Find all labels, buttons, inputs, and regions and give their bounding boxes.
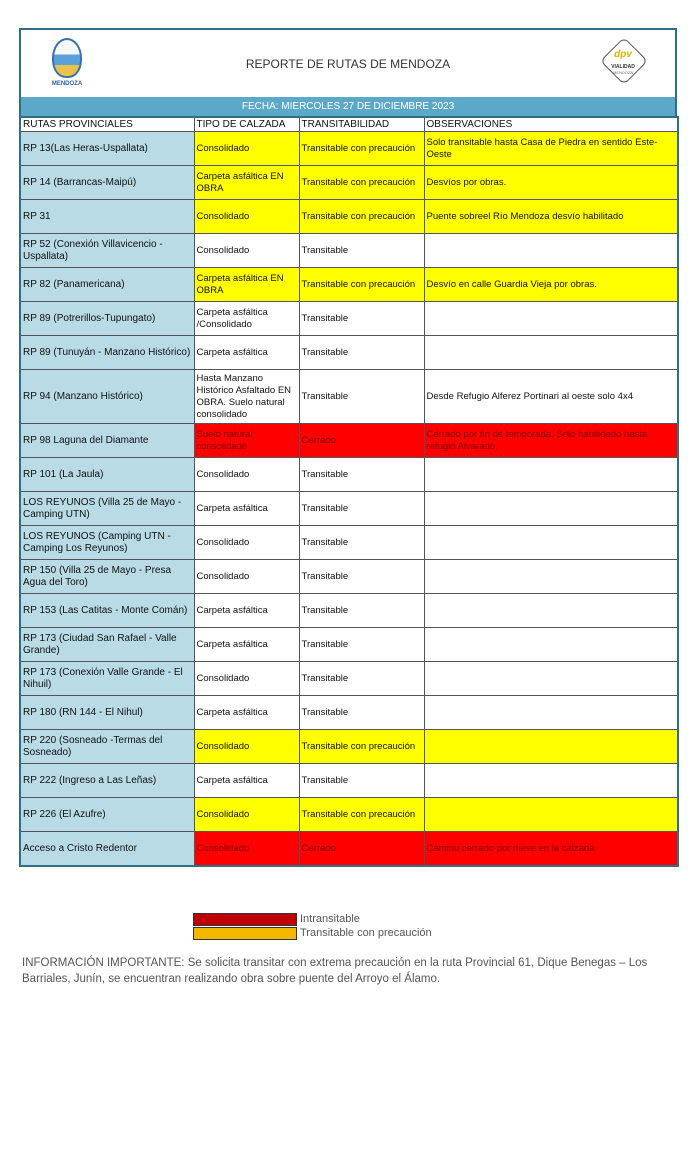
transitabilidad-cell: Transitable: [299, 594, 424, 628]
observaciones-cell: [424, 696, 678, 730]
calzada-cell: Carpeta asfáltica: [194, 628, 299, 662]
legend-label: Intransitable: [300, 912, 360, 925]
table-row: [20, 492, 678, 526]
observaciones-cell: Cerrado por fin de temporada. Solo habilidado hasta refugio Alvarado.: [424, 424, 678, 458]
table-row: [20, 526, 678, 560]
route-cell: RP 31: [20, 200, 194, 234]
observaciones-cell: [424, 234, 678, 268]
calzada-cell: Carpeta asfáltica: [194, 594, 299, 628]
table-row: [20, 200, 678, 234]
observaciones-cell: [424, 798, 678, 832]
transitabilidad-cell: Cerrado: [299, 424, 424, 458]
observaciones-cell: [424, 764, 678, 798]
report-header: [19, 28, 677, 97]
transitabilidad-cell: Transitable: [299, 336, 424, 370]
table-row: [20, 832, 678, 867]
transitabilidad-cell: Transitable: [299, 234, 424, 268]
route-cell: RP 222 (Ingreso a Las Leñas): [20, 764, 194, 798]
calzada-cell: Consolidado: [194, 662, 299, 696]
table-row: [20, 458, 678, 492]
transitabilidad-cell: Cerrado: [299, 832, 424, 867]
table-row: [20, 628, 678, 662]
route-cell: RP 150 (Villa 25 de Mayo - Presa Agua del Toro): [20, 560, 194, 594]
calzada-cell: Carpeta asfáltica /Consolidado: [194, 302, 299, 336]
route-cell: RP 226 (El Azufre): [20, 798, 194, 832]
route-cell: LOS REYUNOS (Camping UTN - Camping Los Reyunos): [20, 526, 194, 560]
route-cell: Acceso a Cristo Redentor: [20, 832, 194, 867]
route-cell: RP 98 Laguna del Diamante: [20, 424, 194, 458]
transitabilidad-cell: Transitable: [299, 628, 424, 662]
transitabilidad-cell: Transitable: [299, 662, 424, 696]
calzada-cell: Carpeta asfáltica: [194, 696, 299, 730]
table-row: [20, 594, 678, 628]
observaciones-cell: Desvíos por obras.: [424, 166, 678, 200]
observaciones-cell: Desvío en calle Guardia Vieja por obras.: [424, 268, 678, 302]
vialidad-logo: [599, 40, 647, 88]
column-header-rutas: RUTAS PROVINCIALES: [20, 117, 194, 132]
table-row: [20, 730, 678, 764]
transitabilidad-cell: Transitable con precaución: [299, 730, 424, 764]
table-row: [20, 234, 678, 268]
calzada-cell: Consolidado: [194, 526, 299, 560]
route-cell: RP 52 (Conexión Villavicencio - Uspallata): [20, 234, 194, 268]
calzada-cell: Consolidado: [194, 560, 299, 594]
observaciones-cell: [424, 458, 678, 492]
routes-table: [19, 116, 679, 867]
table-row: [20, 764, 678, 798]
transitabilidad-cell: Transitable: [299, 302, 424, 336]
route-cell: RP 13(Las Heras-Uspallata): [20, 132, 194, 166]
calzada-cell: Consolidado: [194, 132, 299, 166]
column-header-calzada: TIPO DE CALZADA: [194, 117, 299, 132]
legend: [193, 912, 432, 940]
table-row: [20, 560, 678, 594]
observaciones-cell: [424, 526, 678, 560]
calzada-cell: Carpeta asfáltica EN OBRA: [194, 166, 299, 200]
observaciones-cell: [424, 730, 678, 764]
calzada-cell: Carpeta asfáltica: [194, 336, 299, 370]
transitabilidad-cell: Transitable con precaución: [299, 798, 424, 832]
observaciones-cell: Desde Refugio Alferez Portinari al oeste solo 4x4: [424, 370, 678, 424]
calzada-cell: Carpeta asfáltica: [194, 492, 299, 526]
mendoza-logo-label: MENDOZA: [51, 81, 83, 87]
observaciones-cell: [424, 492, 678, 526]
column-header-observaciones: OBSERVACIONES: [424, 117, 678, 132]
calzada-cell: Consolidado: [194, 798, 299, 832]
table-row: [20, 166, 678, 200]
observaciones-cell: Puente sobreel Río Mendoza desvío habilitado: [424, 200, 678, 234]
table-row: [20, 268, 678, 302]
transitabilidad-cell: Transitable: [299, 560, 424, 594]
route-cell: RP 101 (La Jaula): [20, 458, 194, 492]
route-cell: RP 82 (Panamericana): [20, 268, 194, 302]
calzada-cell: Carpeta asfáltica: [194, 764, 299, 798]
route-cell: RP 173 (Conexión Valle Grande - El Nihuil): [20, 662, 194, 696]
transitabilidad-cell: Transitable con precaución: [299, 132, 424, 166]
important-info: INFORMACIÓN IMPORTANTE: Se solicita transitar con extrema precaución en la ruta Provincial 61, Dique Benegas – Los Barriales, Junín, se encuentran realizando obra sobre puente del Arroyo el Álamo.: [22, 957, 648, 985]
vialidad-diamond-icon: [600, 37, 648, 85]
observaciones-cell: [424, 336, 678, 370]
route-cell: RP 14 (Barrancas-Maipú): [20, 166, 194, 200]
transitabilidad-cell: Transitable: [299, 764, 424, 798]
table-row: [20, 696, 678, 730]
table-row: [20, 336, 678, 370]
transitabilidad-cell: Transitable: [299, 458, 424, 492]
route-cell: RP 94 (Manzano Histórico): [20, 370, 194, 424]
table-header-row: [20, 117, 678, 132]
table-row: [20, 302, 678, 336]
legend-item-intransitable: [193, 912, 432, 926]
legend-swatch-red: [193, 913, 297, 926]
route-cell: RP 89 (Tunuyán - Manzano Histórico): [20, 336, 194, 370]
table-row: [20, 424, 678, 458]
calzada-cell: Consolidado: [194, 730, 299, 764]
calzada-cell: Consolidado: [194, 458, 299, 492]
observaciones-cell: [424, 560, 678, 594]
route-cell: RP 89 (Potrerillos-Tupungato): [20, 302, 194, 336]
route-cell: LOS REYUNOS (Villa 25 de Mayo - Camping UTN): [20, 492, 194, 526]
legend-label: Transitable con precaución: [300, 926, 432, 939]
observaciones-cell: [424, 628, 678, 662]
table-row: [20, 798, 678, 832]
table-row: [20, 132, 678, 166]
calzada-cell: Consolidado: [194, 234, 299, 268]
transitabilidad-cell: Transitable: [299, 492, 424, 526]
route-cell: RP 153 (Las Catitas - Monte Comán): [20, 594, 194, 628]
table-row: [20, 370, 678, 424]
route-cell: RP 173 (Ciudad San Rafael - Valle Grande): [20, 628, 194, 662]
observaciones-cell: Solo transitable hasta Casa de Piedra en sentido Este-Oeste: [424, 132, 678, 166]
calzada-cell: Hasta Manzano Histórico Asfaltado EN OBRA. Suelo natural consolidado: [194, 370, 299, 424]
legend-swatch-orange: [193, 927, 297, 940]
vialidad-logo-sublabel: MENDOZA: [613, 70, 633, 75]
observaciones-cell: [424, 594, 678, 628]
transitabilidad-cell: Transitable: [299, 696, 424, 730]
transitabilidad-cell: Transitable con precaución: [299, 166, 424, 200]
column-header-transitabilidad: TRANSITABILIDAD: [299, 117, 424, 132]
transitabilidad-cell: Transitable: [299, 526, 424, 560]
observaciones-cell: Camino cerrado por nieve en la calzada.: [424, 832, 678, 867]
transitabilidad-cell: Transitable con precaución: [299, 200, 424, 234]
page-title: REPORTE DE RUTAS DE MENDOZA: [245, 57, 451, 71]
route-report-sheet: [19, 28, 677, 867]
legend-item-precaucion: [193, 926, 432, 940]
transitabilidad-cell: Transitable: [299, 370, 424, 424]
transitabilidad-cell: Transitable con precaución: [299, 268, 424, 302]
report-date: FECHA: MIERCOLES 27 DE DICIEMBRE 2023: [19, 97, 677, 116]
observaciones-cell: [424, 662, 678, 696]
calzada-cell: Consolidado: [194, 200, 299, 234]
route-cell: RP 180 (RN 144 - El Nihul): [20, 696, 194, 730]
observaciones-cell: [424, 302, 678, 336]
route-cell: RP 220 (Sosneado -Termas del Sosneado): [20, 730, 194, 764]
routes-table-body: [20, 132, 678, 867]
calzada-cell: Consolidado: [194, 832, 299, 867]
calzada-cell: Carpeta asfáltica EN OBRA: [194, 268, 299, 302]
calzada-cell: Suelo natural consolidado: [194, 424, 299, 458]
vialidad-logo-label: VIALIDAD: [611, 64, 635, 70]
table-row: [20, 662, 678, 696]
vialidad-logo-mark: dpv: [614, 49, 632, 60]
